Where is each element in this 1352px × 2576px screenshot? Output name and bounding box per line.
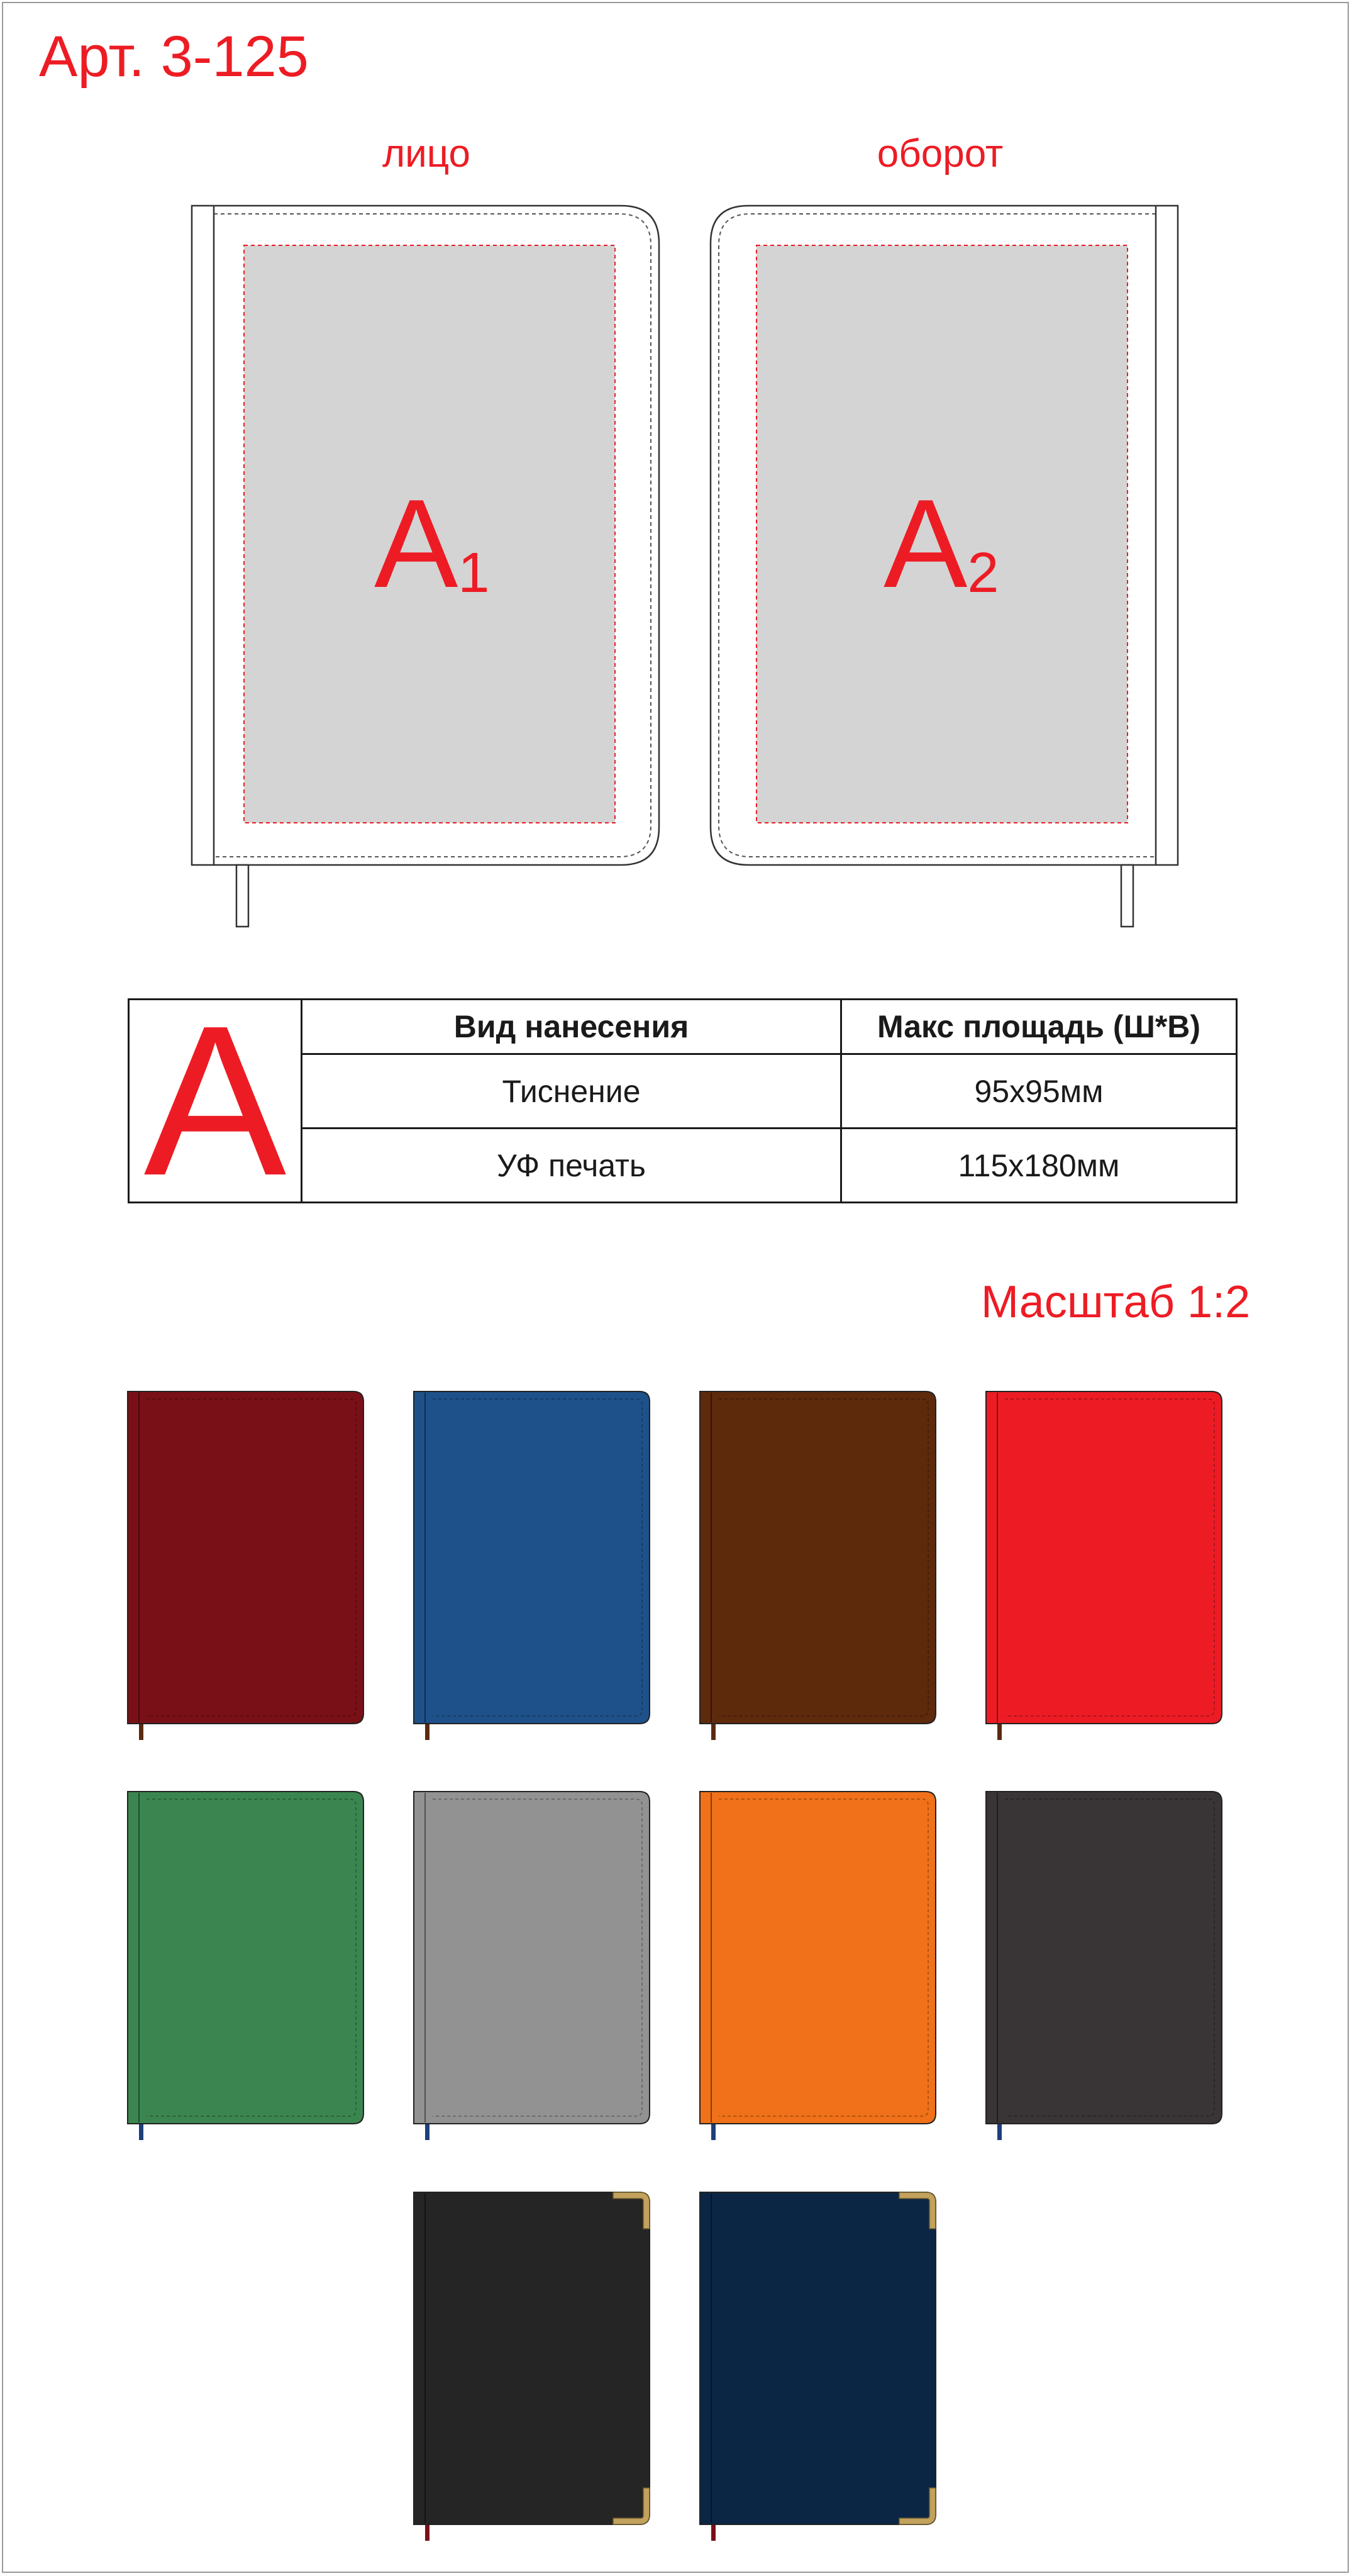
- swatch-notebook-3: [700, 1391, 936, 1740]
- swatch-notebook-8: [986, 1792, 1222, 2140]
- zone-a2-label: $A_2$: [884, 474, 999, 614]
- back-view-label: оборот: [877, 132, 1004, 176]
- bookmark-ribbon: [425, 1724, 429, 1740]
- swatch-notebook-4: [986, 1391, 1222, 1740]
- bookmark-ribbon: [711, 2124, 716, 2140]
- swatch-notebook-9: [414, 2192, 650, 2541]
- swatch-notebook-2: [414, 1391, 650, 1740]
- swatch-notebook-5: [128, 1792, 363, 2140]
- area-cell: 95x95мм: [841, 1054, 1237, 1129]
- area-cell: 115x180мм: [841, 1129, 1237, 1203]
- front-view-label: лицо: [382, 132, 471, 176]
- bookmark-ribbon: [425, 2124, 429, 2140]
- zone-a1-label: $A_1$: [374, 474, 490, 614]
- swatch-notebook-7: [700, 1792, 936, 2140]
- bookmark-ribbon: [711, 1724, 716, 1740]
- bookmark-ribbon: [997, 1724, 1002, 1740]
- header-method: Вид нанесения: [302, 1000, 841, 1054]
- method-cell: Тиснение: [302, 1054, 841, 1129]
- swatch-notebook-10: [700, 2192, 936, 2541]
- bookmark-ribbon: [997, 2124, 1002, 2140]
- bookmark-ribbon: [711, 2524, 716, 2541]
- bookmark-ribbon: [425, 2524, 429, 2541]
- method-cell: УФ печать: [302, 1129, 841, 1203]
- zone-letter: A: [129, 1000, 302, 1203]
- swatch-notebook-1: [128, 1391, 363, 1740]
- swatch-notebook-6: [414, 1792, 650, 2140]
- header-area: Макс площадь (Ш*В): [841, 1000, 1237, 1054]
- article-title: Арт. 3-125: [39, 25, 309, 89]
- scale-label: Масштаб 1:2: [981, 1277, 1251, 1327]
- bookmark-ribbon: [139, 2124, 143, 2140]
- bookmark-ribbon: [139, 1724, 143, 1740]
